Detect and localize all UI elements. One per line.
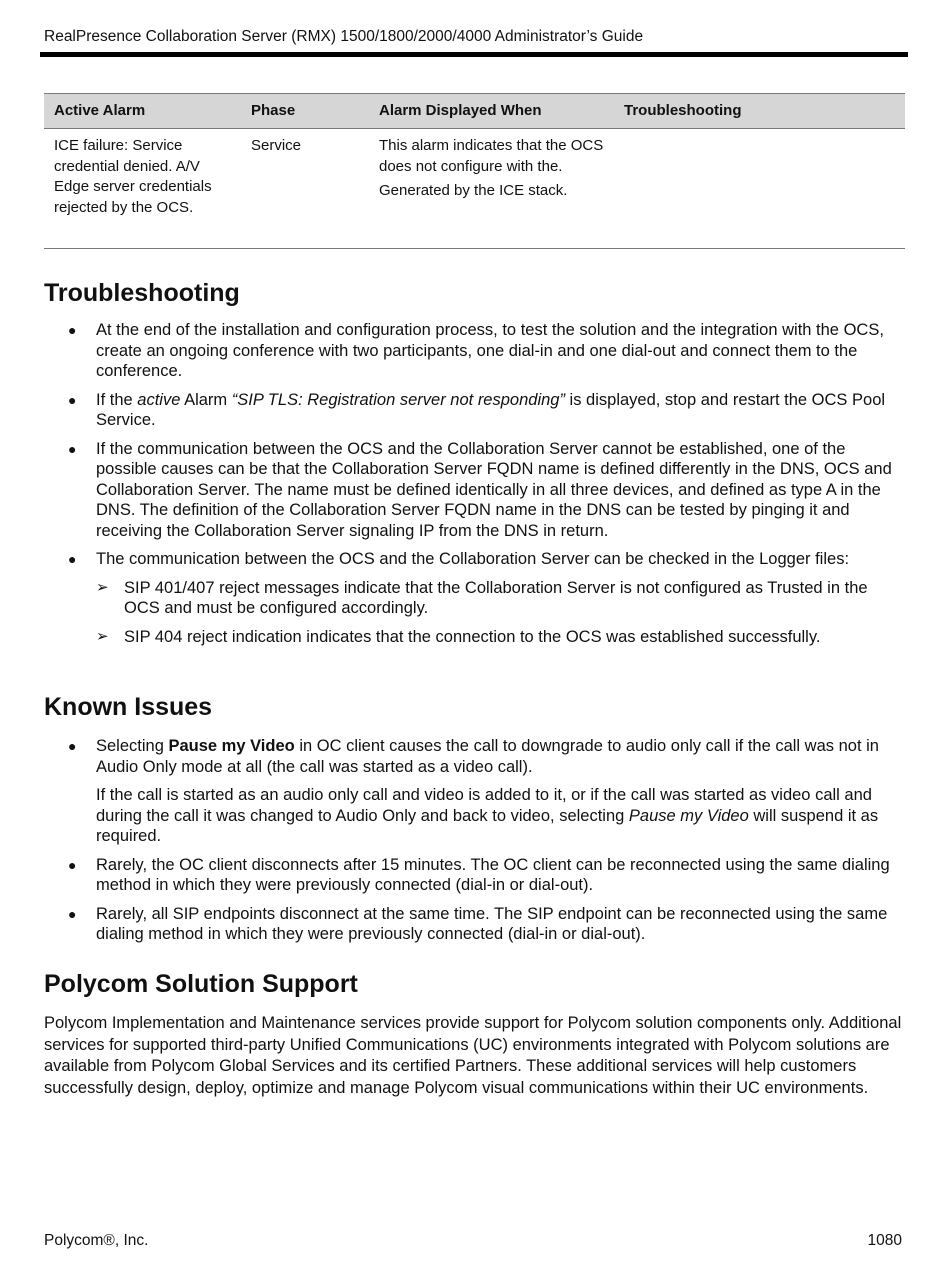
solution-support-heading: Polycom Solution Support xyxy=(44,970,358,998)
column-header-alarm-displayed-when: Alarm Displayed When xyxy=(369,94,614,129)
known-issues-heading: Known Issues xyxy=(44,693,213,721)
cell-displayed-when xyxy=(369,129,614,249)
column-header-phase: Phase xyxy=(241,94,369,129)
alarm-table xyxy=(44,93,905,249)
list-item: ● Rarely, all SIP endpoints disconnect at the same time. The SIP endpoint can be reconnected using the same dialing method in which they were previously connected (dial-in or dial-out). xyxy=(68,904,888,943)
column-header-active-alarm: Active Alarm xyxy=(44,94,241,129)
table-row xyxy=(44,129,905,249)
troubleshooting-heading: Troubleshooting xyxy=(44,279,240,307)
bullet-icon: ● xyxy=(68,905,77,922)
list-item-continuation: If the call is started as an audio only call and video is added to it, or if the call was started as video call and during the call it was changed to Audio Only and back to video, selecting Pause my Video will suspend it as required. xyxy=(96,786,879,845)
bullet-icon: ● xyxy=(68,440,77,457)
bullet-icon: ● xyxy=(68,738,77,754)
arrow-bullet-icon: ➢ xyxy=(96,578,109,596)
column-header-troubleshooting: Troubleshooting xyxy=(614,94,905,129)
sub-list-item: ➢ SIP 401/407 reject messages indicate that the Collaboration Server is not configured as Trusted in the OCS and must be configured accordingly. xyxy=(96,578,868,617)
sub-list-item: ➢ SIP 404 reject indication indicates that the connection to the OCS was established successfully. xyxy=(96,627,821,646)
page-header-title: RealPresence Collaboration Server (RMX) 1500/1800/2000/4000 Administrator’s Guide xyxy=(44,28,644,45)
bullet-icon: ● xyxy=(68,856,77,873)
cell-displayed-when-line-1: This alarm indicates that the OCS does not configure with the. xyxy=(379,137,604,175)
cell-active-alarm: ICE failure: Service credential denied. A/V Edge server credentials rejected by the OCS. xyxy=(44,129,241,249)
list-item: ● Rarely, the OC client disconnects after 15 minutes. The OC client can be reconnected using the same dialing method in which they were previously connected (dial-in or dial-out). xyxy=(68,855,890,894)
footer-page-number: 1080 xyxy=(867,1232,902,1249)
list-item: ● Selecting Pause my Video in OC client causes the call to downgrade to audio only call if the call was not in Audio Only mode at all (the call was started as a video call). xyxy=(68,737,879,776)
bullet-icon: ● xyxy=(68,391,77,408)
list-item: ● If the active Alarm “SIP TLS: Registration server not responding” is displayed, stop and restart the OCS Pool Service. xyxy=(68,390,886,429)
list-item: ● At the end of the installation and configuration process, to test the solution and the integration with the OCS, create an ongoing conference with two participants, one dial-in and one dial-out and connect them to the conference. xyxy=(68,321,884,380)
cell-phase: Service xyxy=(241,129,369,249)
table-header-row xyxy=(44,94,905,129)
cell-troubleshooting xyxy=(614,129,905,249)
arrow-bullet-icon: ➢ xyxy=(96,627,109,645)
known-issues-list xyxy=(44,736,906,953)
cell-displayed-when-line-2: Generated by the ICE stack. xyxy=(379,182,568,199)
footer-company: Polycom®, Inc. xyxy=(44,1232,149,1249)
troubleshooting-list xyxy=(44,320,906,655)
list-item: ● If the communication between the OCS and the Collaboration Server cannot be established, one of the possible causes can be that the Collaboration Server FQDN name is defined differently in the DNS, OCS and Collaboration Server. The name must be defined identically in all three devices, and defined as type A in the DNS. The definition of the Collaboration Server FQDN name in the DNS can be tested by pinging it and receiving the Collaboration Server signaling IP from the DNS in return. xyxy=(68,439,892,540)
list-item: ● The communication between the OCS and the Collaboration Server can be checked in the Logger files: xyxy=(68,550,850,568)
bullet-icon: ● xyxy=(68,322,77,338)
solution-support-paragraph: Polycom Implementation and Maintenance services provide support for Polycom solution components only. Additional services for supported third-party Unified Communications (UC) environments integrated with Polycom solutions are available from Polycom Global Services and its certified Partners. These additional services will help customers successfully design, deploy, optimize and manage Polycom visual communications within their UC environments. xyxy=(44,1014,902,1097)
bullet-icon: ● xyxy=(68,551,77,567)
header-rule xyxy=(40,52,908,57)
